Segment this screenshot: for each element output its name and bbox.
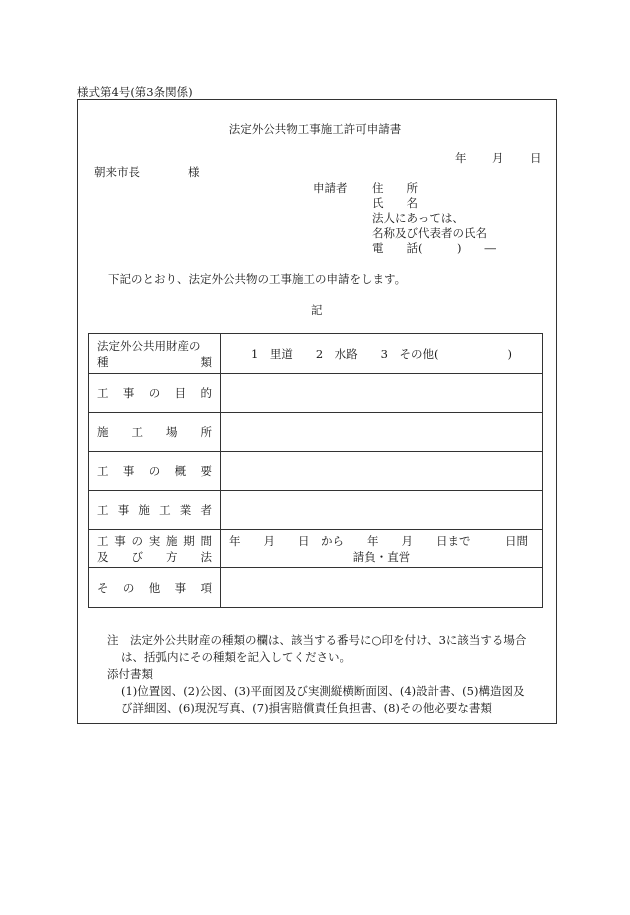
period-dates: 年 月 日 から 年 月 日まで 日間 bbox=[229, 533, 528, 548]
label-char: の bbox=[148, 464, 161, 478]
applicant-corp-note-1: 法人にあっては、 bbox=[372, 211, 464, 225]
label-char: の bbox=[131, 533, 143, 548]
period-label bbox=[89, 530, 221, 568]
label-char: 要 bbox=[200, 464, 212, 478]
location-label bbox=[89, 413, 221, 452]
type-value[interactable] bbox=[221, 334, 543, 374]
label-char: び bbox=[131, 549, 143, 564]
ki-mark: 記 bbox=[311, 303, 323, 317]
label-char: 施 bbox=[138, 503, 150, 517]
table-row bbox=[89, 530, 543, 568]
purpose-label bbox=[89, 374, 221, 413]
label-char: 者 bbox=[200, 503, 212, 517]
period-method: 請負・直営 bbox=[352, 549, 411, 564]
type-label-char: 種 bbox=[97, 354, 109, 369]
label-char: 施 bbox=[97, 425, 109, 439]
label-char: 項 bbox=[200, 580, 212, 595]
label-char: 事 bbox=[122, 386, 135, 400]
label-char: 間 bbox=[200, 533, 212, 548]
title-text: 法定外公共物工事施工許可申請書 bbox=[228, 122, 402, 136]
attachments-title: 添付書類 bbox=[107, 667, 153, 681]
intro-text: 下記のとおり、法定外公共物の工事施工の申請をします。 bbox=[108, 272, 407, 286]
label-char: 的 bbox=[200, 386, 212, 400]
label-char: 工 bbox=[131, 425, 143, 439]
label-char: 工 bbox=[97, 386, 109, 400]
table-row bbox=[89, 568, 543, 608]
label-char: 事 bbox=[122, 464, 135, 478]
date-day: 日 bbox=[530, 151, 542, 165]
label-char: 所 bbox=[200, 425, 212, 439]
addressee-honorific: 様 bbox=[188, 165, 200, 179]
label-char: 工 bbox=[97, 464, 109, 478]
period-field[interactable] bbox=[221, 530, 543, 568]
form-number: 様式第4号(第3条関係) bbox=[77, 85, 193, 99]
other-label bbox=[89, 568, 221, 608]
addressee-name: 朝来市長 bbox=[94, 165, 140, 179]
attachment-line: び詳細図、(6)現況写真、(7)損害賠償責任負担書、(8)その他必要な書類 bbox=[121, 701, 492, 715]
type-label-line2 bbox=[97, 354, 212, 370]
applicant-name: 氏 名 bbox=[372, 196, 418, 210]
overview-label bbox=[89, 452, 221, 491]
label-char: 期 bbox=[183, 533, 195, 548]
applicant-address: 住 所 bbox=[372, 181, 418, 195]
label-char: 事 bbox=[174, 580, 187, 595]
contractor-label bbox=[89, 491, 221, 530]
table-row bbox=[89, 491, 543, 530]
type-label bbox=[89, 334, 221, 374]
table-row bbox=[89, 413, 543, 452]
form-title bbox=[0, 121, 630, 137]
label-char: 事 bbox=[117, 503, 130, 517]
table-row bbox=[89, 374, 543, 413]
applicant-corp-note-2: 名称及び代表者の氏名 bbox=[372, 226, 487, 240]
application-table bbox=[88, 333, 543, 608]
note-line: は、括弧内にその種類を記入してください。 bbox=[121, 650, 351, 664]
label-char: 施 bbox=[166, 533, 178, 548]
attachment-line: (1)位置図、(2)公図、(3)平面図及び実測縦横断面図、(4)設計書、(5)構造図及 bbox=[121, 684, 525, 698]
label-char: 工 bbox=[97, 503, 109, 517]
label-char: の bbox=[148, 386, 161, 400]
applicant-label: 申請者 bbox=[313, 181, 348, 195]
label-char: 工 bbox=[159, 503, 171, 517]
location-field[interactable] bbox=[221, 413, 543, 452]
type-label-line1: 法定外公共用財産の bbox=[97, 338, 201, 353]
note-line: 注 法定外公共財産の種類の欄は、該当する番号に○印を付け、3に該当する場合 bbox=[107, 633, 527, 647]
contractor-field[interactable] bbox=[221, 491, 543, 530]
label-char: そ bbox=[97, 580, 109, 595]
label-char: 業 bbox=[179, 503, 192, 517]
purpose-field[interactable] bbox=[221, 374, 543, 413]
label-char: 実 bbox=[148, 533, 161, 548]
label-char: 事 bbox=[114, 533, 126, 548]
label-char: 及 bbox=[97, 549, 109, 564]
type-options: 1 里道 2 水路 3 その他( ) bbox=[251, 346, 512, 361]
date-month: 月 bbox=[492, 151, 504, 165]
label-char: 工 bbox=[97, 533, 109, 548]
date-year: 年 bbox=[455, 151, 467, 165]
applicant-phone: 電 話( ) ― bbox=[372, 241, 496, 255]
label-char: 概 bbox=[174, 464, 187, 478]
label-char: 法 bbox=[200, 549, 212, 564]
overview-field[interactable] bbox=[221, 452, 543, 491]
table-row bbox=[89, 334, 543, 374]
label-char: の bbox=[122, 580, 135, 595]
label-char: 他 bbox=[148, 580, 161, 595]
label-char: 場 bbox=[166, 425, 178, 439]
other-field[interactable] bbox=[221, 568, 543, 608]
label-char: 方 bbox=[166, 549, 178, 564]
type-label-char: 類 bbox=[200, 354, 212, 369]
notes-block bbox=[107, 632, 526, 717]
table-row bbox=[89, 452, 543, 491]
label-char: 目 bbox=[174, 386, 187, 400]
